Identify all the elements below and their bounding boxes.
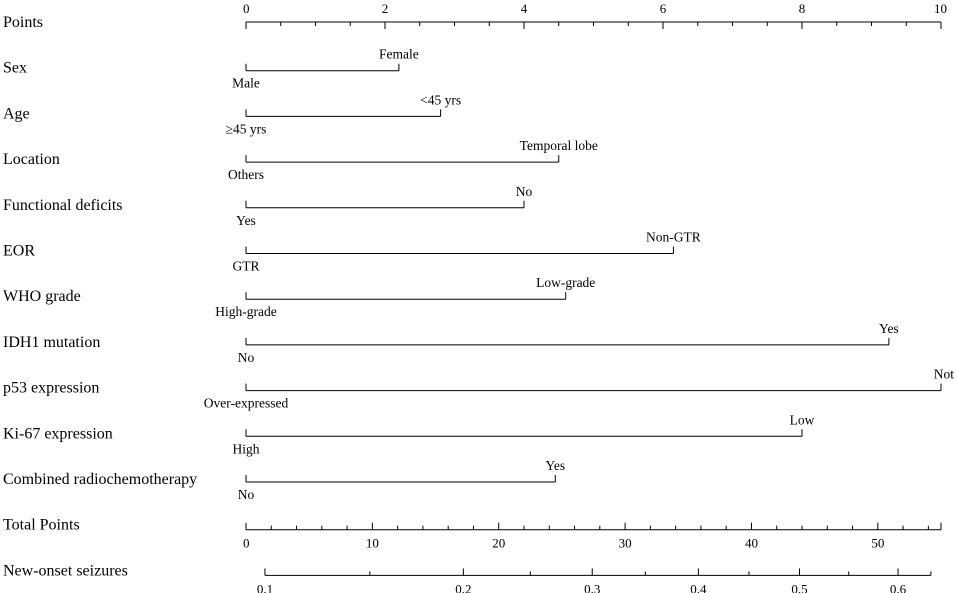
level-label-low: GTR [232,258,260,274]
variable-label-who-grade: WHO grade [3,288,81,306]
level-label-low: ≥45 yrs [225,121,267,137]
variable-label-location: Location [3,151,60,169]
level-label-low: High [232,441,260,457]
total-points-tick-label: 10 [365,535,379,551]
total-points-tick-label: 40 [744,535,758,551]
variable-label-ki-67-expression: Ki-67 expression [3,425,113,443]
total-points-tick-label: 0 [243,535,250,551]
level-label-high: Yes [879,320,899,336]
points-axis-title: Points [3,14,44,31]
points-tick-label: 2 [381,1,389,16]
variable-label-p53-expression: p53 expression [3,379,100,397]
probability-tick-label: 0.2 [455,581,472,593]
points-tick-label: 10 [934,1,947,16]
level-label-low: Yes [236,212,256,228]
level-label-high: Low-grade [536,275,596,291]
variable-label-sex: Sex [3,59,27,77]
total-points-tick-label: 30 [618,535,632,551]
level-label-high: Not [933,366,954,382]
probability-tick-label: 0.3 [584,581,601,593]
variable-label-functional-deficits: Functional deficits [3,196,123,214]
level-label-low: Others [228,167,264,183]
probability-tick-label: 0.6 [889,581,907,593]
level-label-high: Low [789,412,815,428]
level-label-high: Female [379,46,419,62]
level-label-high: Temporal lobe [519,138,598,154]
level-label-high: Non-GTR [646,229,701,245]
total-points-axis-title: Total Points [3,516,80,534]
variable-label-idh1-mutation: IDH1 mutation [3,333,101,351]
total-points-tick-label: 20 [492,535,506,551]
level-label-low: No [237,487,255,502]
points-tick-label: 6 [659,1,667,16]
level-label-high: Yes [545,458,566,473]
probability-tick-label: 0.4 [690,581,707,593]
level-label-high: <45 yrs [420,92,462,108]
points-tick-label: 4 [520,1,528,16]
variable-label-combined-radiochemotherapy: Combined radiochemotherapy [3,471,198,488]
level-label-low: High-grade [215,304,277,320]
level-label-high: No [515,183,533,199]
probability-axis-title: New-onset seizures [3,562,128,580]
probability-tick-label: 0.1 [256,581,274,593]
probability-tick-label: 0.5 [791,581,808,593]
variable-label-age: Age [3,105,30,123]
total-points-tick-label: 50 [871,535,885,551]
level-label-low: Over-expressed [203,395,289,411]
level-label-low: Male [232,75,260,91]
points-tick-label: 8 [798,1,806,16]
points-tick-label: 0 [243,1,250,16]
variable-label-eor: EOR [3,242,35,260]
level-label-low: No [237,349,255,365]
